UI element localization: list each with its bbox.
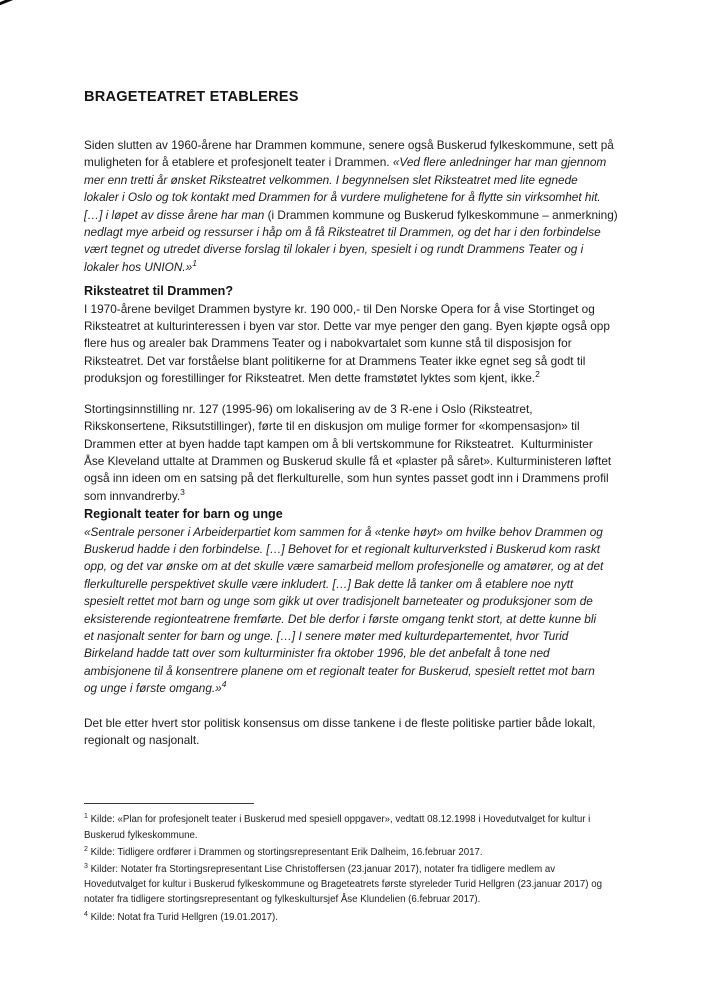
text-line: Det ble etter hvert stor politisk konsensus om disse tankene i de fleste politiske partier både lokalt,: [84, 715, 596, 730]
text-line: produksjon og forestillinger for Riksteatret. Men dette framstøtet lyktes som kjent, ikke.$^2$: [84, 369, 540, 386]
text-line: mer enn tretti år ønsket Riksteatret velkommen. I begynnelsen slet Riksteatret med lite egnede: [84, 172, 578, 187]
text-line: «Sentrale personer i Arbeiderpartiet kom sammen for å «tenke høyt» om hvilke behov Drammen og: [84, 524, 603, 539]
footnote-2: [84, 845, 644, 860]
footnotes: [84, 812, 644, 924]
text-line: et nasjonalt senter for barn og unge. […] I senere møter med kulturdepartementet, hvor Turid: [84, 628, 569, 643]
section-riksteatret: [84, 283, 644, 505]
text-line: $^2$ Kilde: Tidligere ordfører i Drammen og stortingsrepresentant Erik Dalheim, 16.februar 2017.: [84, 845, 483, 858]
text-line: Drammen etter at byen hadde tapt kampen om å bli vertskommune for Riksteatret. Kulturminister: [84, 436, 593, 451]
text-line: Buskerud hadde i den forbindelse. […] Behovet for et regionalt kulturverksted i Buskerud kom raskt: [84, 541, 601, 556]
document-page: [84, 0, 644, 925]
text-line: Siden slutten av 1960-årene har Drammen kommune, senere også Buskerud fylkeskommune, sett på: [84, 138, 614, 152]
scan-artifact-mark: [0, 0, 14, 6]
paragraph: [84, 301, 644, 388]
text-line: spesielt rettet mot barn og unge som gikk ut over tradisjonelt barneteater og produksjoner som de: [84, 594, 593, 609]
document-title: BRAGETEATRET ETABLERES: [84, 89, 299, 105]
text-line: nedlagt mye arbeid og ressurser i håp om å få Riksteatret til Drammen, og det har i den forbindelse: [84, 225, 601, 240]
text-line: vært tegnet og utredet diverse forslag til lokaler i byen, spesielt i og rundt Drammens Teater og i: [84, 242, 584, 257]
intro-paragraph: [84, 137, 644, 276]
footnote-separator: [84, 803, 254, 804]
paragraph: [84, 715, 644, 750]
text-line: Riksteatret at kulturinteressen i byen var stor. Dette var mye penger den gang. Byen kjøpte også opp: [84, 319, 610, 334]
text-line: opp, og det var ønske om at det skulle være samarbeid mellom profesjonelle og amatører, og at det: [84, 559, 604, 574]
text-line: lokaler hos UNION.»$^1$: [84, 257, 197, 274]
text-line: muligheten for å etablere et profesjonelt teater i Drammen. «Ved flere anledninger har man gjennom: [84, 155, 607, 170]
text-line: Riksteatret. Det var forståelse blant politikerne for at Drammens Teater ikke egnet seg så godt til: [84, 353, 586, 368]
text-line: flere hus og arealer bak Drammens Teater og i nabokvartalet som kunne stå til disposisjon for: [84, 336, 572, 351]
text-line: flerkulturelle perspektivet skulle være inkludert. […] Bak dette lå tanker om å etablere noe nytt: [84, 576, 574, 591]
quote-paragraph: [84, 524, 644, 698]
text-line: notater fra tidligere stortingsrepresentant og fylkeskultursjef Åse Klundelien (6.februar 2017).: [84, 894, 481, 906]
section-heading-regionalt-teater: Regionalt teater for barn og unge: [84, 507, 283, 522]
text-line: Rikskonsertene, Riksutstillinger), førte til en diskusjon om mulige former for «kompensasjon» til: [84, 419, 580, 434]
footnote-1: [84, 812, 644, 842]
text-line: Buskerud fylkeskommune.: [84, 829, 198, 841]
text-line: Hovedutvalget for kultur i Buskerud fylkeskommune og Brageteatrets første styreleder Turid Hellgren (23.januar 2017) og: [84, 879, 602, 891]
text-line: I 1970-årene bevilget Drammen bystyre kr. 190 000,- til Den Norske Opera for å vise Stortinget og: [84, 301, 595, 316]
text-line: […] i løpet av disse årene har man (i Drammen kommune og Buskerud fylkeskommune – anmerkning): [84, 207, 618, 222]
text-line: $^3$ Kilder: Notater fra Stortingsrepresentant Lise Christoffersen (23.januar 2017), notater fra tidligere medlem av: [84, 862, 556, 876]
text-line: ambisjonene til å konsentrere planene om et regionalt teater for Buskerud, spesielt rettet mot barn: [84, 663, 595, 678]
section-regionalt-teater: [84, 506, 644, 749]
section-heading-riksteatret: Riksteatret til Drammen?: [84, 284, 234, 299]
text-line: eksisterende regionteatrene fremførte. Det ble derfor i første omgang tenkt stort, at dette kunne bli: [84, 611, 597, 626]
text-line: regionalt og nasjonalt.: [84, 733, 200, 747]
footnote-4: [84, 910, 644, 925]
text-line: som innvandrerby.$^3$: [84, 486, 185, 503]
footnote-3: [84, 862, 644, 908]
text-line: Stortingsinnstilling nr. 127 (1995-96) om lokalisering av de 3 R-ene i Oslo (Riksteatret,: [84, 401, 533, 416]
text-line: og unge i første omgang.»$^4$: [84, 679, 227, 696]
text-line: $^4$ Kilde: Notat fra Turid Hellgren (19.01.2017).: [84, 910, 278, 923]
text-line: lokaler i Oslo og tok kontakt med Drammen for å vurdere mulighetene for å flytte sin virksomhet hit.: [84, 190, 601, 205]
paragraph: [84, 401, 644, 505]
text-line: også inn ideen om en satsing på det flerkulturelle, som hun syntes passet godt inn i Drammens profil: [84, 471, 609, 486]
text-line: Birkeland hadde tatt over som kulturminister fra oktober 1996, ble det anbefalt å tone ned: [84, 646, 550, 661]
text-line: Åse Kleveland uttalte at Drammen og Buskerud skulle få et «plaster på såret». Kulturministeren løftet: [84, 453, 612, 468]
text-line: $^1$ Kilde: «Plan for profesjonelt teater i Buskerud med spesiell oppgaver», vedtatt 08.12.1998 i Hovedutvalget for kultur i: [84, 813, 591, 826]
